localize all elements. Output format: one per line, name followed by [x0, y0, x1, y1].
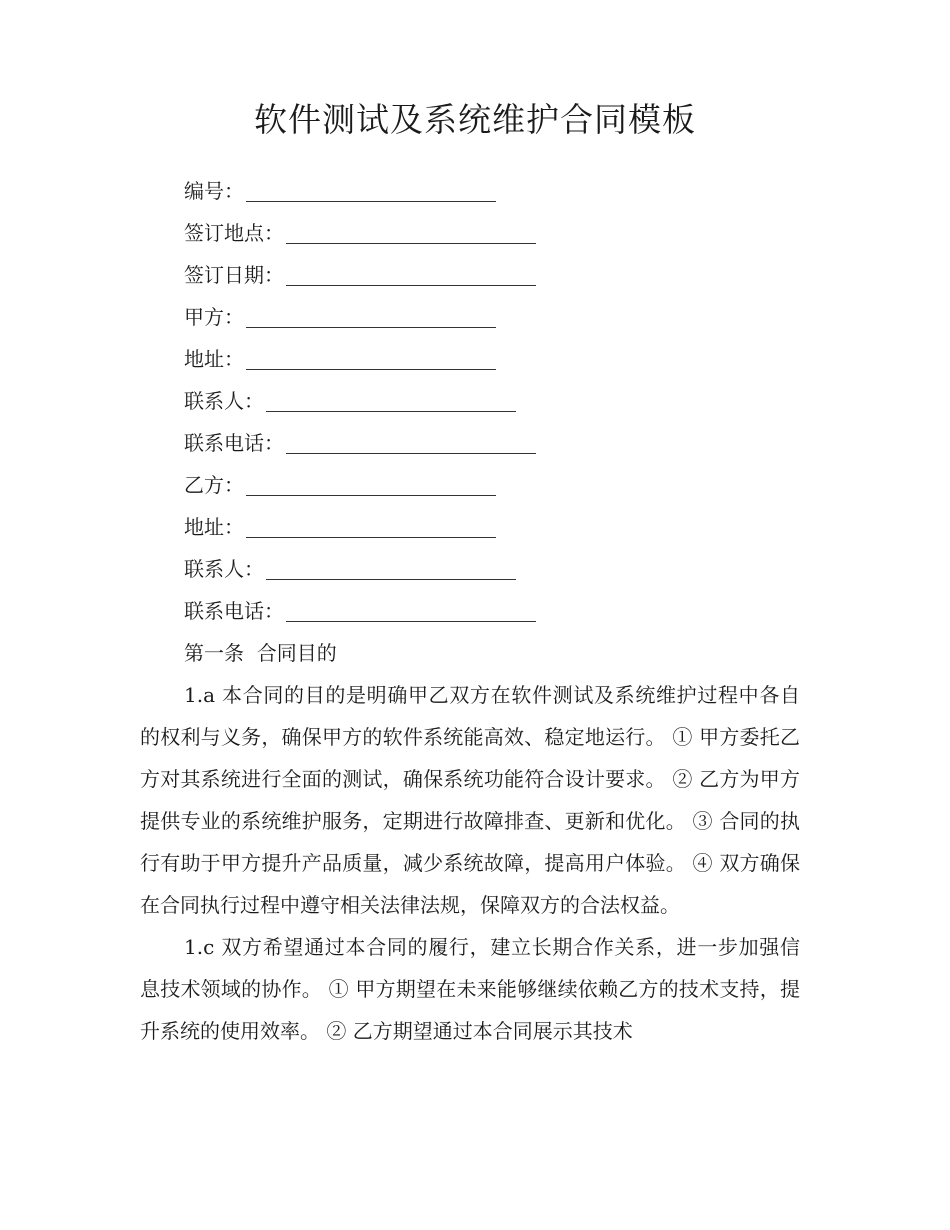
paragraph: 1.a 本合同的目的是明确甲乙双方在软件测试及系统维护过程中各自的权利与义务，确保甲方的软件系统能高效、稳定地运行。 ① 甲方委托乙方对其系统进行全面的测试，确保系统功能符合设计要求。 ② 乙方为甲方提供专业的系统维护服务，定期进行故障排查、更新和优化。 ③ 合同的执行有助于甲方提升产品质量，减少系统故障，提高用户体验。 ④ 双方确保在合同执行过程中遵守相关法律法规，保障双方的合法权益。 — [140, 683, 800, 917]
field-label: 地址： — [184, 514, 244, 539]
field-signing-date — [184, 252, 804, 294]
field-label: 乙方： — [184, 472, 244, 497]
blank-line — [246, 349, 496, 370]
field-label: 联系电话： — [184, 598, 284, 623]
contract-fields — [184, 168, 804, 630]
field-party-a-address — [184, 336, 804, 378]
field-label: 编号： — [184, 178, 244, 203]
blank-line — [286, 265, 536, 286]
field-party-a — [184, 294, 804, 336]
field-label: 签订地点： — [184, 220, 284, 245]
field-signing-place — [184, 210, 804, 252]
blank-line — [266, 391, 516, 412]
field-label: 甲方： — [184, 304, 244, 329]
blank-line — [286, 433, 536, 454]
blank-line — [286, 223, 536, 244]
field-party-a-phone — [184, 420, 804, 462]
field-party-b-address — [184, 504, 804, 546]
blank-line — [246, 181, 496, 202]
blank-line — [246, 307, 496, 328]
field-party-b-phone — [184, 588, 804, 630]
field-label: 联系电话： — [184, 430, 284, 455]
field-party-b — [184, 462, 804, 504]
field-party-a-contact — [184, 378, 804, 420]
field-label: 签订日期： — [184, 262, 284, 287]
body-text — [140, 674, 800, 1052]
field-label: 地址： — [184, 346, 244, 371]
field-label: 联系人： — [184, 556, 264, 581]
section-heading: 第一条 合同目的 — [184, 641, 337, 665]
paragraph: 1.c 双方希望通过本合同的履行，建立长期合作关系，进一步加强信息技术领域的协作。 ① 甲方期望在未来能够继续依赖乙方的技术支持，提升系统的使用效率。 ② 乙方期望通过本合同展示其技术 — [140, 935, 800, 1043]
blank-line — [266, 559, 516, 580]
blank-line — [246, 517, 496, 538]
field-party-b-contact — [184, 546, 804, 588]
document-title: 软件测试及系统维护合同模板 — [254, 100, 696, 139]
blank-line — [286, 601, 536, 622]
field-contract-number — [184, 168, 804, 210]
blank-line — [246, 475, 496, 496]
field-label: 联系人： — [184, 388, 264, 413]
